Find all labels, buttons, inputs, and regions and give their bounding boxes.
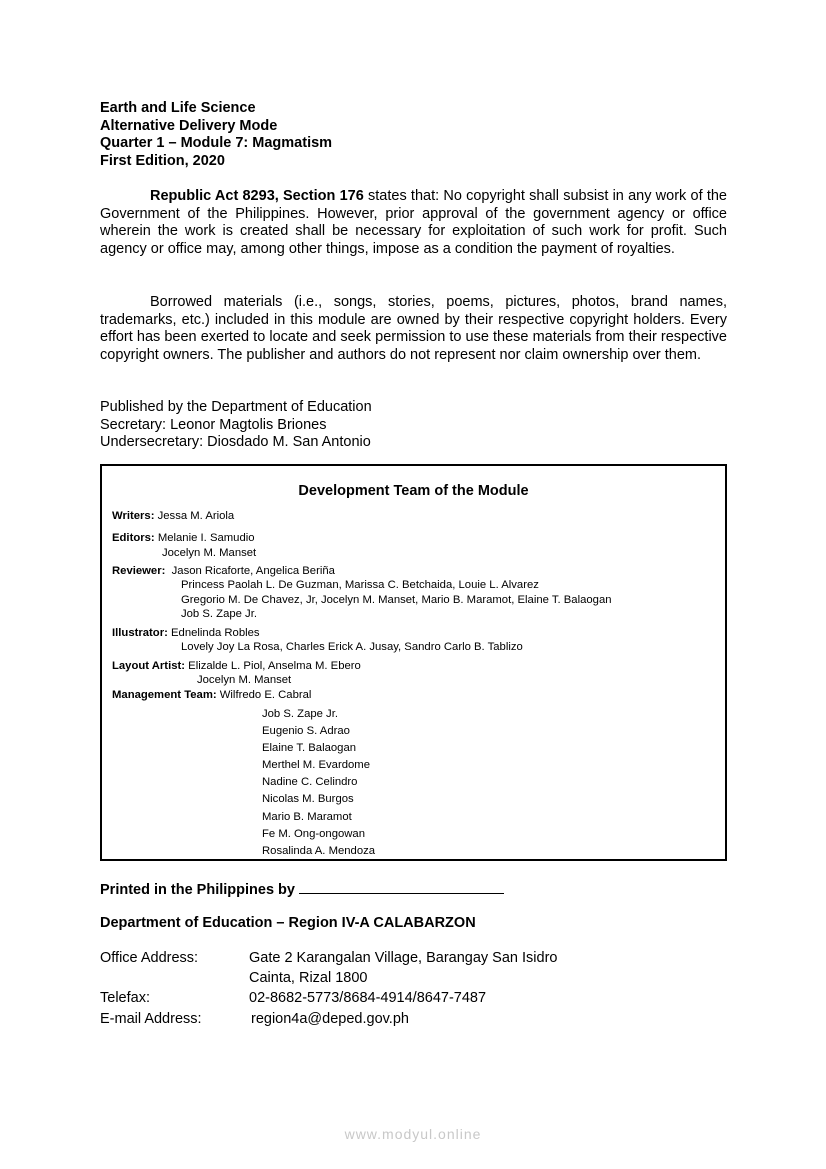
writers-names: Jessa M. Ariola	[154, 510, 235, 522]
deped-region: Department of Education – Region IV-A CALABARZON	[100, 915, 476, 931]
management-member: Elaine T. Balaogan	[262, 742, 357, 755]
illustrator-names: Ednelinda Robles	[167, 626, 260, 639]
printer-blank-line	[299, 879, 504, 894]
editors-names-cont: Jocelyn M. Manset	[162, 546, 257, 559]
copyright-paragraph	[100, 188, 727, 258]
reviewer-names: Jason Ricaforte, Angelica Beriña	[165, 564, 335, 577]
layout-artist-row	[112, 659, 361, 674]
undersecretary: Undersecretary: Diosdado M. San Antonio	[100, 434, 371, 450]
published-by: Published by the Department of Education	[100, 399, 372, 415]
management-member: Nadine C. Celindro	[262, 776, 358, 789]
management-team-head: Wilfredo E. Cabral	[216, 688, 312, 701]
printed-in-line	[100, 879, 504, 899]
management-member: Fe M. Ong-ongowan	[262, 827, 365, 840]
reviewer-row	[112, 564, 335, 579]
telefax-value: 02-8682-5773/8684-4914/8647-7487	[249, 990, 487, 1006]
reviewer-label: Reviewer:	[112, 564, 166, 577]
illustrator-label: Illustrator:	[112, 626, 168, 639]
writers-row	[112, 509, 234, 524]
management-team-row	[112, 688, 311, 703]
management-member: Nicolas M. Burgos	[262, 793, 354, 806]
email-label: E-mail Address:	[100, 1011, 202, 1027]
watermark: www.modyul.online	[344, 1126, 482, 1142]
copyright-text: states that: No copyright shall subsist in any work of the Government of the Philippines. However, prior approval of the government agency or office wherein the work is created shall be necessary for exploitation of such work for profit. Such agency or office may, among other things, impose as a condition the payment of royalties.	[100, 188, 727, 257]
subject-title: Earth and Life Science	[100, 100, 256, 116]
telefax-label: Telefax:	[100, 990, 150, 1006]
development-team-title: Development Team of the Module	[298, 483, 529, 499]
office-address-line-1: Gate 2 Karangalan Village, Barangay San Isidro	[249, 950, 558, 966]
secretary: Secretary: Leonor Magtolis Briones	[100, 416, 327, 433]
edition: First Edition, 2020	[100, 152, 225, 169]
module-header	[100, 100, 727, 170]
management-member: Job S. Zape Jr.	[262, 708, 338, 720]
editors-names: Melanie I. Samudio	[154, 532, 255, 544]
copyright-lead: Republic Act 8293, Section 176	[150, 188, 364, 204]
layout-artist-names: Elizalde L. Piol, Anselma M. Ebero	[185, 659, 361, 672]
management-member: Rosalinda A. Mendoza	[262, 844, 376, 857]
development-team-box	[100, 464, 727, 861]
reviewer-names-cont-1: Princess Paolah L. De Guzman, Marissa C. Betchaida, Louie L. Alvarez	[181, 579, 539, 591]
writers-label: Writers:	[112, 510, 155, 522]
email-value: region4a@deped.gov.ph	[251, 1011, 409, 1027]
layout-artist-names-cont: Jocelyn M. Manset	[197, 674, 292, 686]
reviewer-names-cont-2: Gregorio M. De Chavez, Jr, Jocelyn M. Manset, Mario B. Maramot, Elaine T. Balaogan	[181, 593, 612, 606]
management-member: Mario B. Maramot	[262, 810, 352, 823]
office-address-label: Office Address:	[100, 950, 199, 966]
management-member: Merthel M. Evardome	[262, 759, 370, 772]
management-member: Eugenio S. Adrao	[262, 725, 350, 738]
illustrator-row	[112, 626, 260, 641]
management-team-list	[262, 706, 375, 860]
delivery-mode: Alternative Delivery Mode	[100, 117, 278, 134]
reviewer-names-cont-3: Job S. Zape Jr.	[181, 608, 257, 620]
layout-artist-label: Layout Artist:	[112, 659, 186, 672]
publisher-info	[100, 399, 727, 452]
illustrator-names-cont: Lovely Joy La Rosa, Charles Erick A. Jusay, Sandro Carlo B. Tablizo	[181, 641, 523, 653]
editors-label: Editors:	[112, 532, 155, 544]
borrowed-materials-paragraph: Borrowed materials (i.e., songs, stories, poems, pictures, photos, brand names, trademarks, etc.) included in this module are owned by their respective copyright holders. Every effort has been exerted to locate and seek permission to use these materials from their respective copyright owners. The publisher and authors do not represent nor claim ownership over them.	[100, 294, 727, 363]
editors-row	[112, 531, 255, 546]
module-title: Quarter 1 – Module 7: Magmatism	[100, 135, 333, 151]
office-address-line-2: Cainta, Rizal 1800	[249, 970, 368, 986]
management-team-label: Management Team:	[112, 688, 217, 701]
printed-in-label: Printed in the Philippines by	[100, 882, 295, 898]
